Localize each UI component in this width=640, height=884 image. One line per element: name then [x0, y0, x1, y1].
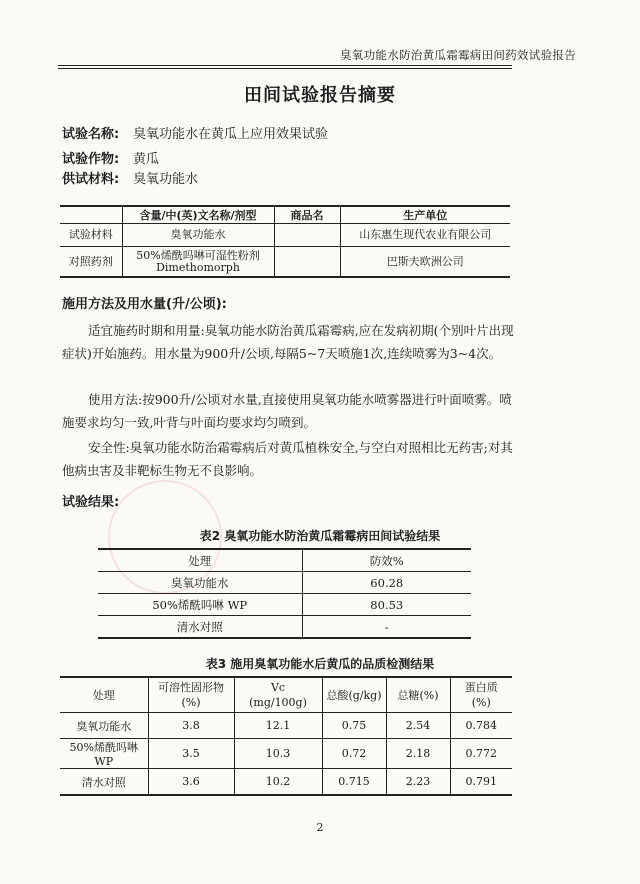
table-header-cell [234, 677, 322, 713]
table-header-cell [450, 677, 512, 713]
table-cell: 0.784 [450, 713, 512, 739]
table-cell: 臭氧功能水 [60, 713, 148, 739]
paragraph-timing: 适宜施药时期和用量:臭氧功能水防治黄瓜霜霉病,应在发病初期(个别叶片出现症状)开始施药。用水量为900升/公顷,每隔5~7天喷施1次,连续喷雾为3~4次。 [62, 323, 514, 361]
table-header-cell: 生产单位 [340, 206, 510, 224]
table-cell: 2.54 [386, 713, 450, 739]
header-line: 可溶性固形物 [158, 681, 224, 694]
table-cell: 0.75 [322, 713, 386, 739]
header-line: 总酸(g/kg) [326, 688, 382, 702]
table-cell: 3.6 [148, 769, 234, 796]
table-cell [274, 224, 340, 247]
table-header-cell [60, 206, 122, 224]
table-cell: 清水对照 [60, 769, 148, 796]
table-row [98, 616, 471, 639]
table-cell: 2.23 [386, 769, 450, 796]
table-header-cell: 商品名 [274, 206, 340, 224]
cell-line-cn: 50%烯酰吗啉可湿性粉剂 [136, 248, 260, 262]
section-heading-results: 试验结果: [62, 495, 120, 510]
table-cell: 10.2 [234, 769, 322, 796]
materials-table [60, 205, 510, 278]
header-line: (%) [471, 696, 491, 709]
table-cell: 12.1 [234, 713, 322, 739]
table-cell [274, 247, 340, 278]
info-value-trial-name: 臭氧功能水在黄瓜上应用效果试验 [133, 127, 329, 142]
info-value-material: 臭氧功能水 [133, 172, 199, 187]
info-label-crop: 试验作物: [62, 152, 120, 167]
page-title: 田间试验报告摘要 [244, 85, 396, 106]
section-heading-method: 施用方法及用水量(升/公顷): [62, 297, 227, 312]
table-cell: 0.772 [450, 739, 512, 769]
table-header-cell [386, 677, 450, 713]
table-header-row [98, 549, 471, 572]
table-row [60, 769, 512, 796]
table-header-row [60, 206, 510, 224]
table-cell: 0.791 [450, 769, 512, 796]
header-rule-thick [58, 65, 512, 66]
table-header-cell [148, 677, 234, 713]
table-cell: 清水对照 [98, 616, 302, 639]
table-cell: 0.72 [322, 739, 386, 769]
table-header-cell: 含量/中(英)文名称/剂型 [122, 206, 274, 224]
table-row [60, 739, 512, 769]
header-line: (mg/100g) [249, 696, 307, 709]
table-row [60, 224, 510, 247]
table-row [98, 594, 471, 616]
table-cell: 3.8 [148, 713, 234, 739]
table-cell: 0.715 [322, 769, 386, 796]
quality-table [60, 676, 512, 796]
info-label-trial-name: 试验名称: [62, 127, 120, 142]
table-header-cell [322, 677, 386, 713]
table-row [60, 713, 512, 739]
table-cell: 臭氧功能水 [122, 224, 274, 247]
table-cell [122, 247, 274, 278]
table-header-cell: 处理 [98, 549, 302, 572]
info-label-material: 供试材料: [62, 172, 120, 187]
table3-caption: 表3 施用臭氧功能水后黄瓜的品质检测结果 [205, 657, 435, 671]
table-cell: 2.18 [386, 739, 450, 769]
table-header-cell: 防效% [302, 549, 471, 572]
table-cell: 3.5 [148, 739, 234, 769]
efficacy-table [98, 548, 471, 639]
table-cell: 10.3 [234, 739, 322, 769]
table-cell: 对照药剂 [60, 247, 122, 278]
running-header: 臭氧功能水防治黄瓜霜霉病田间药效试验报告 [340, 48, 576, 62]
header-line: 处理 [92, 688, 115, 702]
header-line: 总糖(%) [397, 688, 439, 702]
table-cell: 60.28 [302, 572, 471, 594]
table-cell: 巴斯夫欧洲公司 [340, 247, 510, 278]
table-cell: 80.53 [302, 594, 471, 616]
table-cell: 50%烯酰吗啉 WP [60, 739, 148, 769]
header-line: (%) [181, 696, 201, 709]
cell-line-en: Dimethomorph [156, 260, 240, 274]
header-line: 蛋白质 [464, 681, 498, 694]
header-rule-thin [58, 68, 512, 69]
table-cell: 臭氧功能水 [98, 572, 302, 594]
table-row [98, 572, 471, 594]
table-cell: 山东惠生现代农业有限公司 [340, 224, 510, 247]
paragraph-usage: 使用方法:按900升/公顷对水量,直接使用臭氧功能水喷雾器进行叶面喷雾。喷施要求均匀一致,叶背与叶面均要求均匀喷到。 [62, 392, 512, 430]
info-value-crop: 黄瓜 [133, 152, 160, 167]
table-header-row [60, 677, 512, 713]
header-line: Vc [270, 681, 286, 694]
paragraph-safety: 安全性:臭氧功能水防治霜霉病后对黄瓜植株安全,与空白对照相比无药害;对其他病虫害及非靶标生物无不良影响。 [62, 440, 513, 478]
table2-caption: 表2 臭氧功能水防治黄瓜霜霉病田间试验结果 [199, 529, 441, 543]
table-cell: 试验材料 [60, 224, 122, 247]
table-cell: 50%烯酰吗啉 WP [98, 594, 302, 616]
table-row [60, 247, 510, 278]
page-number: 2 [316, 821, 324, 834]
table-cell: - [302, 616, 471, 639]
table-header-cell [60, 677, 148, 713]
